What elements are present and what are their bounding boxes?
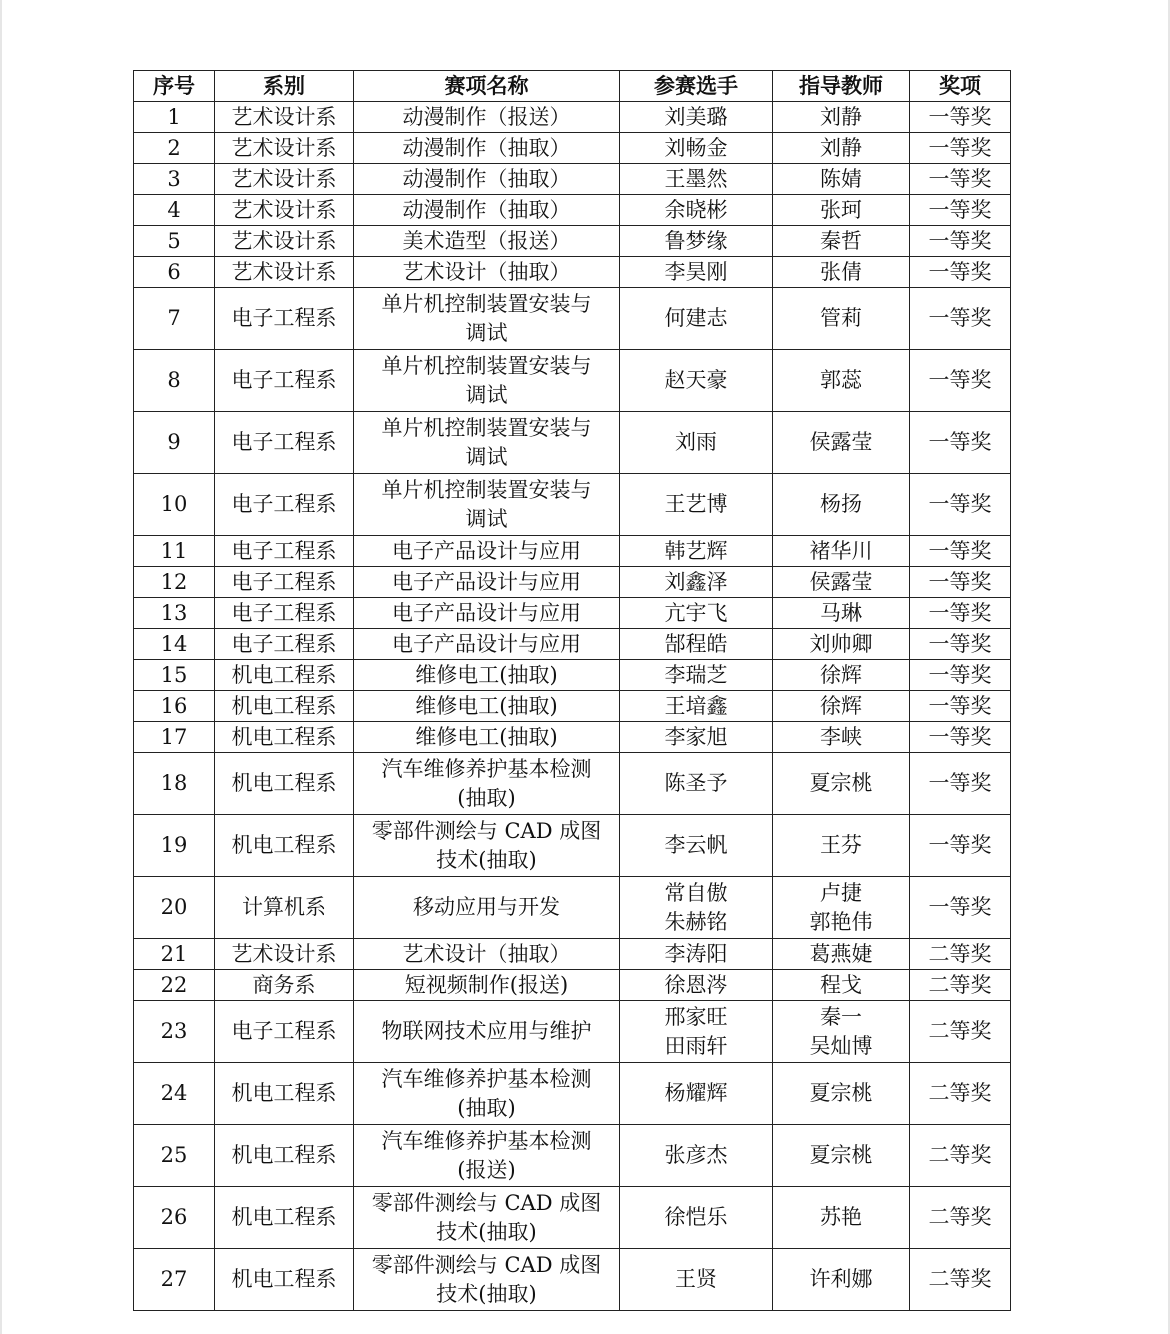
cell-event-line: 动漫制作（抽取） [402, 135, 571, 160]
cell-award: 一等奖 [910, 815, 1011, 877]
cell-teachers-line: 褚华川 [809, 538, 873, 563]
cell-teachers-line: 杨扬 [820, 492, 862, 516]
cell-no: 19 [134, 815, 215, 877]
cell-no: 24 [134, 1063, 215, 1125]
cell-dept: 计算机系 [215, 877, 354, 939]
cell-students-line: 陈圣予 [664, 771, 728, 795]
cell-students-line: 邢家旺 [664, 1004, 728, 1029]
header-event: 赛项名称 [354, 71, 620, 102]
cell-event [354, 536, 620, 567]
cell-students-line: 徐恺乐 [664, 1205, 728, 1229]
cell-no: 27 [134, 1249, 215, 1311]
table-row [134, 691, 1011, 722]
cell-students-line: 刘鑫泽 [664, 569, 728, 594]
cell-dept: 机电工程系 [215, 1249, 354, 1311]
cell-award: 二等奖 [910, 970, 1011, 1001]
cell-teachers [773, 226, 910, 257]
cell-event [354, 939, 620, 970]
cell-dept: 电子工程系 [215, 536, 354, 567]
cell-award: 一等奖 [910, 226, 1011, 257]
cell-teachers-line: 夏宗桃 [809, 1081, 873, 1105]
cell-no: 20 [134, 877, 215, 939]
table-row [134, 722, 1011, 753]
cell-dept: 电子工程系 [215, 598, 354, 629]
cell-award: 一等奖 [910, 877, 1011, 939]
table-row [134, 660, 1011, 691]
cell-teachers-line: 陈婧 [820, 166, 862, 191]
cell-event-line: 电子产品设计与应用 [392, 569, 581, 594]
cell-no: 13 [134, 598, 215, 629]
table-row [134, 629, 1011, 660]
cell-students-line: 田雨轩 [664, 1033, 728, 1058]
cell-students [620, 970, 773, 1001]
cell-students [620, 257, 773, 288]
cell-teachers [773, 195, 910, 226]
table-row [134, 939, 1011, 970]
table-row [134, 1063, 1011, 1125]
cell-award: 一等奖 [910, 598, 1011, 629]
cell-students-line: 王艺博 [664, 492, 728, 516]
table-row [134, 195, 1011, 226]
cell-dept: 电子工程系 [215, 629, 354, 660]
cell-students-line: 李云帆 [664, 833, 728, 857]
cell-event [354, 164, 620, 195]
cell-students-line: 何建志 [664, 306, 728, 330]
table-row [134, 815, 1011, 877]
cell-event [354, 288, 620, 350]
cell-dept: 艺术设计系 [215, 133, 354, 164]
cell-event-line: 动漫制作（抽取） [402, 166, 571, 191]
cell-no: 10 [134, 474, 215, 536]
header-no: 序号 [134, 71, 215, 102]
table-row [134, 567, 1011, 598]
cell-students-line: 朱赫铭 [664, 909, 728, 934]
cell-no: 8 [134, 350, 215, 412]
cell-students [620, 536, 773, 567]
cell-award: 一等奖 [910, 691, 1011, 722]
cell-students-line: 赵天豪 [664, 368, 728, 392]
cell-award: 一等奖 [910, 536, 1011, 567]
cell-teachers [773, 1187, 910, 1249]
cell-award: 一等奖 [910, 660, 1011, 691]
cell-no: 6 [134, 257, 215, 288]
cell-dept: 机电工程系 [215, 660, 354, 691]
cell-no: 21 [134, 939, 215, 970]
cell-teachers [773, 412, 910, 474]
cell-event-line: 单片机控制装置安装与 [381, 291, 592, 316]
table-row [134, 1001, 1011, 1063]
page-edge-left [0, 0, 2, 1334]
cell-teachers-line: 葛燕婕 [809, 941, 873, 966]
cell-teachers [773, 1063, 910, 1125]
cell-teachers-line: 王芬 [820, 833, 862, 857]
cell-students [620, 567, 773, 598]
cell-students-line: 李昊刚 [664, 259, 728, 284]
cell-award: 一等奖 [910, 257, 1011, 288]
cell-event [354, 102, 620, 133]
cell-event-line: 汽车维修养护基本检测 [381, 1128, 592, 1153]
cell-teachers [773, 474, 910, 536]
cell-event [354, 629, 620, 660]
cell-event-line: 技术(抽取) [436, 1281, 537, 1306]
header-row [134, 71, 1011, 102]
cell-students [620, 474, 773, 536]
cell-teachers-line: 程戈 [820, 972, 862, 997]
cell-event [354, 660, 620, 691]
cell-students [620, 195, 773, 226]
cell-no: 17 [134, 722, 215, 753]
cell-teachers-line: 刘静 [820, 135, 862, 160]
cell-event [354, 1249, 620, 1311]
cell-event-line: 调试 [465, 506, 508, 531]
cell-teachers-line: 刘静 [820, 104, 862, 129]
table-row [134, 1249, 1011, 1311]
cell-teachers [773, 753, 910, 815]
header-award: 奖项 [910, 71, 1011, 102]
cell-teachers-line: 吴灿博 [809, 1033, 873, 1058]
cell-award: 一等奖 [910, 474, 1011, 536]
cell-no: 15 [134, 660, 215, 691]
cell-event [354, 474, 620, 536]
cell-event-line: 调试 [465, 320, 508, 345]
cell-award: 二等奖 [910, 1187, 1011, 1249]
cell-students [620, 226, 773, 257]
cell-teachers-line: 徐辉 [820, 662, 862, 687]
table-row [134, 288, 1011, 350]
cell-students-line: 韩艺辉 [664, 538, 728, 563]
cell-award: 一等奖 [910, 350, 1011, 412]
cell-no: 14 [134, 629, 215, 660]
cell-event [354, 753, 620, 815]
cell-event [354, 412, 620, 474]
cell-award: 一等奖 [910, 102, 1011, 133]
cell-students-line: 常自傲 [664, 880, 728, 905]
cell-event-line: 调试 [465, 382, 508, 407]
cell-teachers [773, 660, 910, 691]
cell-teachers [773, 164, 910, 195]
cell-teachers-line: 张倩 [820, 259, 862, 284]
cell-event [354, 257, 620, 288]
cell-event-line: 电子产品设计与应用 [392, 600, 581, 625]
cell-award: 二等奖 [910, 1125, 1011, 1187]
table-row [134, 970, 1011, 1001]
cell-teachers [773, 691, 910, 722]
cell-event [354, 877, 620, 939]
cell-teachers-line: 马琳 [820, 600, 862, 625]
cell-no: 22 [134, 970, 215, 1001]
cell-teachers [773, 815, 910, 877]
cell-award: 二等奖 [910, 1063, 1011, 1125]
cell-event-line: 技术(抽取) [436, 847, 537, 872]
cell-event [354, 226, 620, 257]
cell-teachers [773, 1125, 910, 1187]
cell-event [354, 970, 620, 1001]
cell-students [620, 412, 773, 474]
cell-students [620, 753, 773, 815]
cell-students-line: 郜程皓 [664, 631, 728, 656]
cell-event-line: 艺术设计（抽取） [402, 259, 571, 284]
cell-students [620, 660, 773, 691]
cell-teachers-line: 徐辉 [820, 693, 862, 718]
cell-teachers-line: 侯露莹 [809, 430, 873, 454]
cell-no: 5 [134, 226, 215, 257]
cell-award: 二等奖 [910, 1249, 1011, 1311]
cell-dept: 机电工程系 [215, 815, 354, 877]
cell-event [354, 1187, 620, 1249]
cell-students [620, 629, 773, 660]
cell-no: 7 [134, 288, 215, 350]
cell-teachers [773, 629, 910, 660]
cell-award: 一等奖 [910, 412, 1011, 474]
cell-event-line: 美术造型（报送） [402, 228, 571, 253]
cell-teachers [773, 1249, 910, 1311]
cell-event-line: 维修电工(抽取) [415, 724, 558, 749]
cell-award: 一等奖 [910, 753, 1011, 815]
cell-teachers-line: 张珂 [820, 197, 862, 222]
cell-event-line: 动漫制作（报送） [402, 104, 571, 129]
cell-no: 2 [134, 133, 215, 164]
cell-students-line: 余晓彬 [664, 197, 728, 222]
cell-event-line: 移动应用与开发 [413, 895, 560, 919]
cell-event-line: 零部件测绘与 CAD 成图 [371, 1252, 602, 1277]
cell-dept: 电子工程系 [215, 567, 354, 598]
cell-students-line: 刘畅金 [664, 135, 728, 160]
cell-event-line: 零部件测绘与 CAD 成图 [371, 1190, 602, 1215]
cell-event-line: (报送) [457, 1157, 516, 1182]
cell-event-line: 零部件测绘与 CAD 成图 [371, 818, 602, 843]
table-row [134, 412, 1011, 474]
cell-students [620, 102, 773, 133]
cell-dept: 电子工程系 [215, 412, 354, 474]
table-body [134, 102, 1011, 1311]
table-row [134, 1125, 1011, 1187]
cell-event-line: 汽车维修养护基本检测 [381, 1066, 592, 1091]
cell-award: 一等奖 [910, 164, 1011, 195]
cell-event-line: 调试 [465, 444, 508, 469]
cell-students-line: 王堷鑫 [664, 693, 728, 718]
cell-students-line: 杨耀辉 [664, 1081, 728, 1105]
cell-teachers [773, 877, 910, 939]
cell-teachers-line: 李峡 [820, 724, 862, 749]
cell-teachers-line: 秦哲 [820, 228, 862, 253]
cell-event [354, 350, 620, 412]
cell-teachers [773, 257, 910, 288]
cell-event-line: 维修电工(抽取) [415, 662, 558, 687]
cell-dept: 机电工程系 [215, 1125, 354, 1187]
cell-event [354, 567, 620, 598]
table-row [134, 877, 1011, 939]
header-dept: 系别 [215, 71, 354, 102]
cell-award: 一等奖 [910, 195, 1011, 226]
cell-dept: 电子工程系 [215, 474, 354, 536]
cell-no: 18 [134, 753, 215, 815]
cell-students-line: 李瑞芝 [664, 662, 728, 687]
cell-teachers-line: 郭艳伟 [809, 909, 873, 934]
table-row [134, 133, 1011, 164]
table-row [134, 164, 1011, 195]
cell-students [620, 1063, 773, 1125]
cell-dept: 艺术设计系 [215, 257, 354, 288]
cell-event-line: 维修电工(抽取) [415, 693, 558, 718]
cell-dept: 艺术设计系 [215, 164, 354, 195]
cell-teachers-line: 郭蕊 [820, 368, 862, 392]
cell-event-line: 技术(抽取) [436, 1219, 537, 1244]
cell-students [620, 1249, 773, 1311]
cell-teachers [773, 567, 910, 598]
cell-event-line: (抽取) [457, 1095, 516, 1120]
cell-teachers [773, 350, 910, 412]
cell-no: 25 [134, 1125, 215, 1187]
cell-students-line: 王墨然 [664, 166, 728, 191]
cell-no: 3 [134, 164, 215, 195]
cell-students [620, 722, 773, 753]
cell-students [620, 598, 773, 629]
table-row [134, 350, 1011, 412]
cell-students-line: 亢宇飞 [664, 600, 728, 625]
table-row [134, 536, 1011, 567]
cell-students-line: 王贤 [675, 1267, 717, 1291]
cell-teachers [773, 598, 910, 629]
cell-dept: 机电工程系 [215, 1187, 354, 1249]
cell-dept: 电子工程系 [215, 1001, 354, 1063]
table-row [134, 257, 1011, 288]
table-row [134, 226, 1011, 257]
cell-no: 23 [134, 1001, 215, 1063]
cell-no: 1 [134, 102, 215, 133]
cell-event [354, 195, 620, 226]
cell-event-line: 电子产品设计与应用 [392, 631, 581, 656]
cell-students-line: 刘雨 [675, 430, 717, 454]
cell-dept: 电子工程系 [215, 350, 354, 412]
cell-teachers-line: 夏宗桃 [809, 771, 873, 795]
cell-students-line: 徐恩涔 [664, 972, 728, 997]
cell-teachers-line: 侯露莹 [809, 569, 873, 594]
cell-teachers-line: 夏宗桃 [809, 1143, 873, 1167]
table-row [134, 102, 1011, 133]
cell-event-line: 短视频制作(报送) [404, 972, 569, 997]
cell-event-line: 汽车维修养护基本检测 [381, 756, 592, 781]
cell-teachers-line: 卢捷 [820, 880, 862, 905]
cell-dept: 机电工程系 [215, 1063, 354, 1125]
cell-students [620, 133, 773, 164]
cell-dept: 电子工程系 [215, 288, 354, 350]
cell-no: 4 [134, 195, 215, 226]
cell-students-line: 李涛阳 [664, 941, 728, 966]
cell-students-line: 鲁梦缘 [664, 228, 728, 253]
cell-students [620, 939, 773, 970]
cell-teachers [773, 939, 910, 970]
cell-no: 12 [134, 567, 215, 598]
cell-no: 11 [134, 536, 215, 567]
cell-dept: 机电工程系 [215, 691, 354, 722]
cell-event [354, 133, 620, 164]
cell-dept: 艺术设计系 [215, 939, 354, 970]
cell-event [354, 1001, 620, 1063]
cell-award: 一等奖 [910, 567, 1011, 598]
header-students: 参赛选手 [620, 71, 773, 102]
cell-students-line: 刘美璐 [664, 104, 728, 129]
cell-students [620, 288, 773, 350]
cell-dept: 商务系 [215, 970, 354, 1001]
cell-no: 16 [134, 691, 215, 722]
cell-teachers [773, 1001, 910, 1063]
cell-dept: 机电工程系 [215, 722, 354, 753]
cell-event [354, 691, 620, 722]
cell-event-line: 单片机控制装置安装与 [381, 415, 592, 440]
cell-students [620, 164, 773, 195]
cell-event-line: (抽取) [457, 785, 516, 810]
cell-students [620, 1187, 773, 1249]
cell-event-line: 单片机控制装置安装与 [381, 353, 592, 378]
cell-award: 二等奖 [910, 939, 1011, 970]
header-teachers: 指导教师 [773, 71, 910, 102]
cell-award: 一等奖 [910, 629, 1011, 660]
cell-event [354, 722, 620, 753]
cell-teachers [773, 102, 910, 133]
cell-teachers-line: 管莉 [820, 306, 862, 330]
cell-dept: 艺术设计系 [215, 195, 354, 226]
cell-teachers-line: 苏艳 [820, 1205, 862, 1229]
table-row [134, 1187, 1011, 1249]
table-row [134, 753, 1011, 815]
cell-students [620, 691, 773, 722]
cell-dept: 机电工程系 [215, 753, 354, 815]
cell-students [620, 1125, 773, 1187]
cell-event [354, 815, 620, 877]
cell-students [620, 350, 773, 412]
cell-event-line: 单片机控制装置安装与 [381, 477, 592, 502]
cell-award: 一等奖 [910, 288, 1011, 350]
cell-students [620, 877, 773, 939]
cell-event [354, 1125, 620, 1187]
cell-event-line: 艺术设计（抽取） [402, 941, 571, 966]
cell-teachers [773, 970, 910, 1001]
cell-students-line: 李家旭 [664, 724, 728, 749]
table-row [134, 598, 1011, 629]
cell-no: 9 [134, 412, 215, 474]
cell-award: 一等奖 [910, 722, 1011, 753]
cell-event-line: 物联网技术应用与维护 [381, 1019, 592, 1043]
cell-event [354, 1063, 620, 1125]
cell-event [354, 598, 620, 629]
cell-no: 26 [134, 1187, 215, 1249]
table-row [134, 474, 1011, 536]
cell-students [620, 815, 773, 877]
cell-teachers [773, 288, 910, 350]
cell-event-line: 电子产品设计与应用 [392, 538, 581, 563]
cell-teachers-line: 许利娜 [809, 1267, 873, 1291]
cell-students-line: 张彦杰 [664, 1143, 728, 1167]
cell-dept: 艺术设计系 [215, 102, 354, 133]
cell-teachers [773, 536, 910, 567]
cell-teachers-line: 刘帅卿 [809, 631, 873, 656]
cell-students [620, 1001, 773, 1063]
cell-teachers-line: 秦一 [820, 1004, 862, 1029]
cell-award: 一等奖 [910, 133, 1011, 164]
cell-teachers [773, 133, 910, 164]
cell-event-line: 动漫制作（抽取） [402, 197, 571, 222]
cell-dept: 艺术设计系 [215, 226, 354, 257]
award-table [133, 70, 1011, 1311]
cell-award: 二等奖 [910, 1001, 1011, 1063]
cell-teachers [773, 722, 910, 753]
